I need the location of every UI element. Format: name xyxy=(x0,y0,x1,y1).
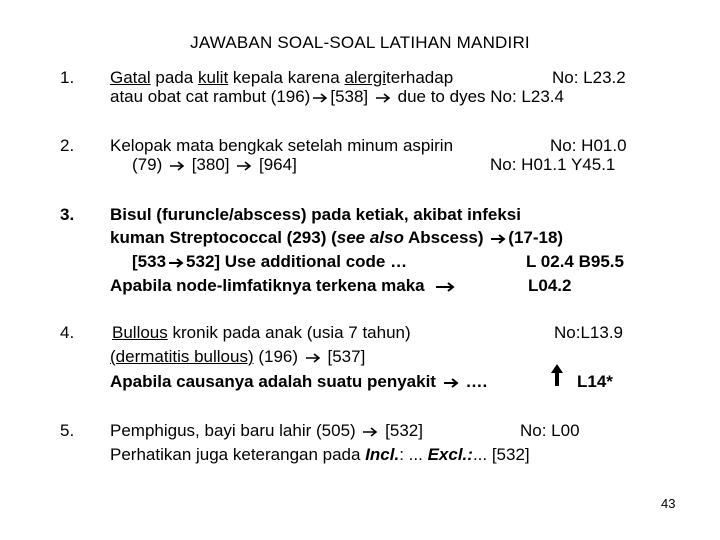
item-4-bullous: Bullous xyxy=(112,323,168,342)
right-arrow-icon xyxy=(168,257,184,269)
right-arrow-icon xyxy=(443,377,459,389)
item-4-dermatitis: (dermatitis bullous) xyxy=(110,347,254,366)
item-3-line-1: Bisul (furuncle/abscess) pada ketiak, akibat infeksi xyxy=(110,205,521,224)
right-arrow-icon xyxy=(375,92,391,104)
item-5-line-2: Perhatikan juga keterangan pada Incl.: ... Excl.:... [532] xyxy=(110,445,530,464)
item-5-number: 5. xyxy=(60,421,75,440)
item-2-line-2: (79) [380] [964] No: H01.1 Y45.1 xyxy=(132,155,616,174)
item-2-code-2: No: H01.1 Y45.1 xyxy=(490,155,616,174)
item-4-code-1: No:L13.9 xyxy=(554,323,623,342)
item-4-code-2: L14* xyxy=(577,372,613,391)
item-4-line-3: Apabila causanya adalah suatu penyakit …. L14* xyxy=(110,372,613,391)
item-3-number: 3. xyxy=(60,205,75,224)
item-1-number: 1. xyxy=(60,68,75,87)
item-1-kulit: kulit xyxy=(197,68,229,87)
item-1-line-2: atau obat cat rambut (196) [538] due to dyes No: L23.4 xyxy=(110,87,564,106)
item-1-line-1: Gatal pada kulit kepala karena alergiterhadap No: L23.2 xyxy=(110,68,626,87)
up-arrow-icon xyxy=(550,363,564,387)
item-4-line-2: (dermatitis bullous) (196) [537] xyxy=(110,347,366,366)
item-2-number: 2. xyxy=(60,136,75,155)
item-2-code-1: No: H01.0 xyxy=(550,136,627,155)
item-3-line-3: [533 532] Use additional code … L 02.4 B95.5 xyxy=(132,252,624,271)
right-arrow-icon xyxy=(236,160,252,172)
item-5-code: No: L00 xyxy=(520,421,580,440)
right-arrow-icon xyxy=(305,352,321,364)
item-4-line-1: Bullous kronik pada anak (usia 7 tahun) No:L13.9 xyxy=(112,323,623,342)
item-3-code-2: L04.2 xyxy=(528,276,572,295)
item-3-line-2: kuman Streptococcal (293) (see also Abscess) (17-18) xyxy=(110,228,564,247)
right-arrow-icon xyxy=(169,160,185,172)
item-1-gatal: Gatal xyxy=(110,68,151,87)
right-arrow-icon xyxy=(435,281,455,293)
item-5-line-1: Pemphigus, bayi baru lahir (505) [532] No: L00 xyxy=(110,421,580,440)
right-arrow-icon xyxy=(312,92,328,104)
item-4-number: 4. xyxy=(60,323,75,342)
page-number: 43 xyxy=(661,496,676,511)
item-3-line-4: Apabila node-limfatiknya terkena maka L04.2 xyxy=(110,276,572,295)
item-3-code: L 02.4 B95.5 xyxy=(526,252,624,271)
right-arrow-icon xyxy=(490,233,506,245)
item-1-code-1: No: L23.2 xyxy=(552,68,626,87)
item-2-line-1: Kelopak mata bengkak setelah minum aspirin No: H01.0 xyxy=(110,136,627,155)
item-1-code-2: due to dyes No: L23.4 xyxy=(397,87,564,106)
right-arrow-icon xyxy=(362,426,378,438)
item-1-alergi: alergi xyxy=(344,68,387,87)
page-title: JAWABAN SOAL-SOAL LATIHAN MANDIRI xyxy=(190,33,530,52)
